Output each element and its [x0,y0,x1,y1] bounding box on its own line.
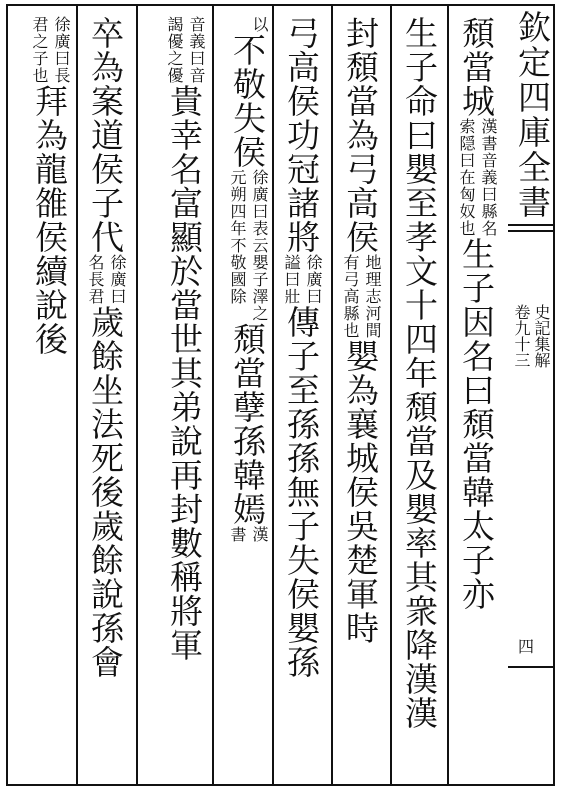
annotation-line: 謁優之優 [165,16,184,84]
text-column-4 [278,16,324,782]
annotation-note [339,254,383,339]
text-column-2 [396,16,442,782]
main-text: 拜為龍雒侯續說後 [30,84,69,356]
annotation-note [28,16,72,84]
annotation-line: 以 [250,16,269,33]
annotation-note [226,526,270,543]
main-text: 封頹當為弓高侯 [341,16,380,254]
annotation-line: 漢 [250,526,269,543]
fish-tail-mark-bottom [508,656,555,668]
annotation-line: 元朔四年不敬國除 [228,169,247,305]
main-text: 卒為案道侯子代 [86,16,125,254]
volume-number: 卷九十三 [512,304,531,368]
column-rule [272,4,274,786]
margin-band [508,4,555,786]
annotation-note [455,118,499,237]
column-rule [76,4,78,786]
page-number: 四 [518,637,535,656]
annotation-line: 謚曰壯 [282,254,301,305]
main-text: 不敬失侯 [228,33,267,169]
annotation-line: 名長君 [86,254,105,305]
annotation-line: 索隠曰在匈奴也 [457,118,476,237]
annotation-line: 有弓高縣也 [341,254,360,339]
text-column-3 [337,16,383,782]
column-rule [447,4,449,786]
main-text: 頹當孽孫韓嫣 [228,322,267,526]
book-title: 史記集解 [532,304,551,368]
column-rule [136,4,138,786]
main-text: 貴幸名富顯於當世其弟說再封數稱將軍 [165,84,204,662]
annotation-note [248,16,270,33]
main-text: 傳子至孫孫無子失侯嬰孫 [282,305,321,679]
annotation-line: 徐廣曰 [108,254,127,305]
annotation-line: 君之子也 [30,16,49,84]
main-text: 生子命曰嬰至孝文十四年頹當及嬰率其衆降漢漢 [400,16,439,730]
annotation-line: 徐廣曰 [304,254,323,305]
annotation-line: 地理志河間 [363,254,382,339]
annotation-line: 漢書音義曰縣名 [479,118,498,237]
annotation-line: 書 [228,526,247,543]
text-column-6 [141,16,207,782]
annotation-note [226,169,270,322]
column-rule [390,4,392,786]
annotation-line: 徐廣曰表云嬰子澤之 [250,169,269,322]
text-column-8 [12,16,72,782]
main-text: 弓高侯功冠諸將 [282,16,321,254]
book-info [512,304,550,368]
annotation-note [280,254,324,305]
annotation-note [84,254,128,305]
title-box [508,4,555,226]
main-text: 歲餘坐法死後歲餘說孫會 [86,305,125,679]
fish-tail-mark-top [508,230,555,242]
text-column-1 [453,16,499,782]
column-rule [331,4,333,786]
text-column-5 [216,16,270,782]
annotation-note [163,16,207,84]
column-rule [212,4,214,786]
text-column-7 [82,16,128,782]
main-text: 生子因名曰頹當韓太子亦 [457,237,496,611]
annotation-line: 徐廣曰長 [52,16,71,84]
main-text: 頹當城 [457,16,496,118]
collection-title: 欽定四庫全書 [513,10,552,220]
annotation-line: 音義曰音 [187,16,206,84]
main-text: 嬰為襄城侯吳楚軍時 [341,339,380,645]
